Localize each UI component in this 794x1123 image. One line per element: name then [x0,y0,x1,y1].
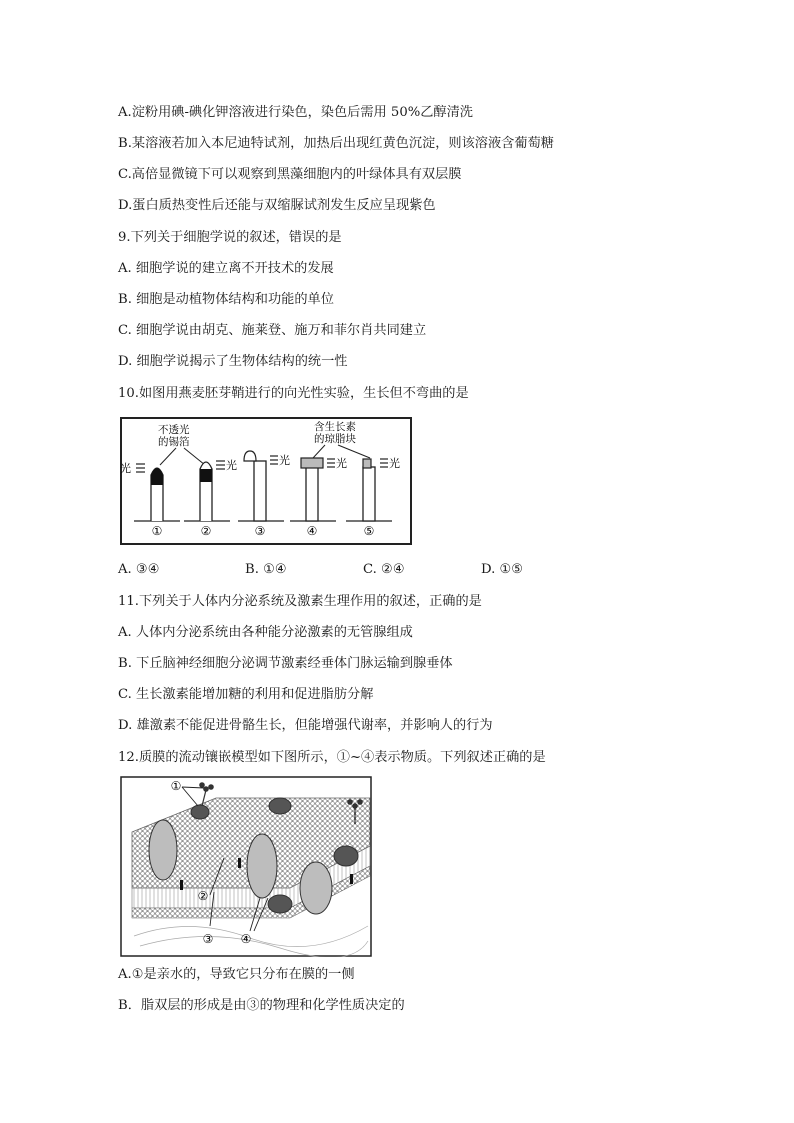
q10-option-a: A. ③④ [118,562,160,577]
q9-option-d: D. 细胞学说揭示了生物体结构的统一性 [118,354,348,369]
q9-option-a: A. 细胞学说的建立离不开技术的发展 [118,261,334,276]
light-label: 光 [389,457,400,470]
membrane-label-1: ① [170,779,182,793]
q10-option-d: D. ①⑤ [481,562,524,577]
q8-option-a: A.淀粉用碘-碘化钾溶液进行染色，染色后需用 50%乙醇清洗 [118,105,473,120]
q11-option-a: A. 人体内分泌系统由各种能分泌激素的无管腺组成 [118,625,413,640]
q9-stem: 9.下列关于细胞学说的叙述，错误的是 [118,230,342,245]
agar-label-line1: 含生长素 [314,421,356,433]
q10-option-c: C. ②④ [363,562,405,577]
q9-option-c: C. 细胞学说由胡克、施莱登、施万和菲尔肖共同建立 [118,323,427,338]
figure-number-1: ① [151,524,163,538]
coleoptile-phototropism-figure [120,417,412,545]
figure-number-2: ② [200,524,212,538]
q11-option-b: B. 下丘脑神经细胞分泌调节激素经垂体门脉运输到腺垂体 [118,656,453,671]
figure-number-4: ④ [306,524,318,538]
agar-label-line2: 的琼脂块 [314,433,356,445]
q12-option-a: A.①是亲水的，导致它只分布在膜的一侧 [118,967,355,982]
foil-label-line1: 不透光 [158,424,190,436]
q8-option-b: B.某溶液若加入本尼迪特试剂，加热后出现红黄色沉淀，则该溶液含葡萄糖 [118,136,554,151]
light-label: 光 [336,457,347,470]
q11-stem: 11.下列关于人体内分泌系统及激素生理作用的叙述，正确的是 [118,594,482,609]
q10-stem: 10.如图用燕麦胚芽鞘进行的向光性实验，生长但不弯曲的是 [118,386,469,401]
membrane-label-4: ④ [240,932,252,946]
q12-option-b: B．脂双层的形成是由③的物理和化学性质决定的 [118,998,405,1013]
light-label: 光 [120,462,131,475]
q8-option-d: D.蛋白质热变性后还能与双缩脲试剂发生反应呈现紫色 [118,198,436,213]
membrane-label-2: ② [197,889,209,903]
q11-option-c: C. 生长激素能增加糖的利用和促进脂肪分解 [118,687,374,702]
light-label: 光 [226,459,237,472]
q8-option-c: C.高倍显微镜下可以观察到黑藻细胞内的叶绿体具有双层膜 [118,167,462,182]
q10-option-b: B. ①④ [245,562,287,577]
q12-stem: 12.质膜的流动镶嵌模型如下图所示，①~④表示物质。下列叙述正确的是 [118,750,546,765]
q9-option-b: B. 细胞是动植物体结构和功能的单位 [118,292,334,307]
foil-label-line2: 的锡箔 [158,436,190,448]
q11-option-d: D. 雄激素不能促进骨骼生长，但能增强代谢率，并影响人的行为 [118,718,493,733]
membrane-label-3: ③ [202,932,214,946]
fluid-mosaic-membrane-figure [120,776,372,957]
light-label: 光 [279,454,290,467]
figure-number-3: ③ [254,524,266,538]
figure-number-5: ⑤ [363,524,375,538]
